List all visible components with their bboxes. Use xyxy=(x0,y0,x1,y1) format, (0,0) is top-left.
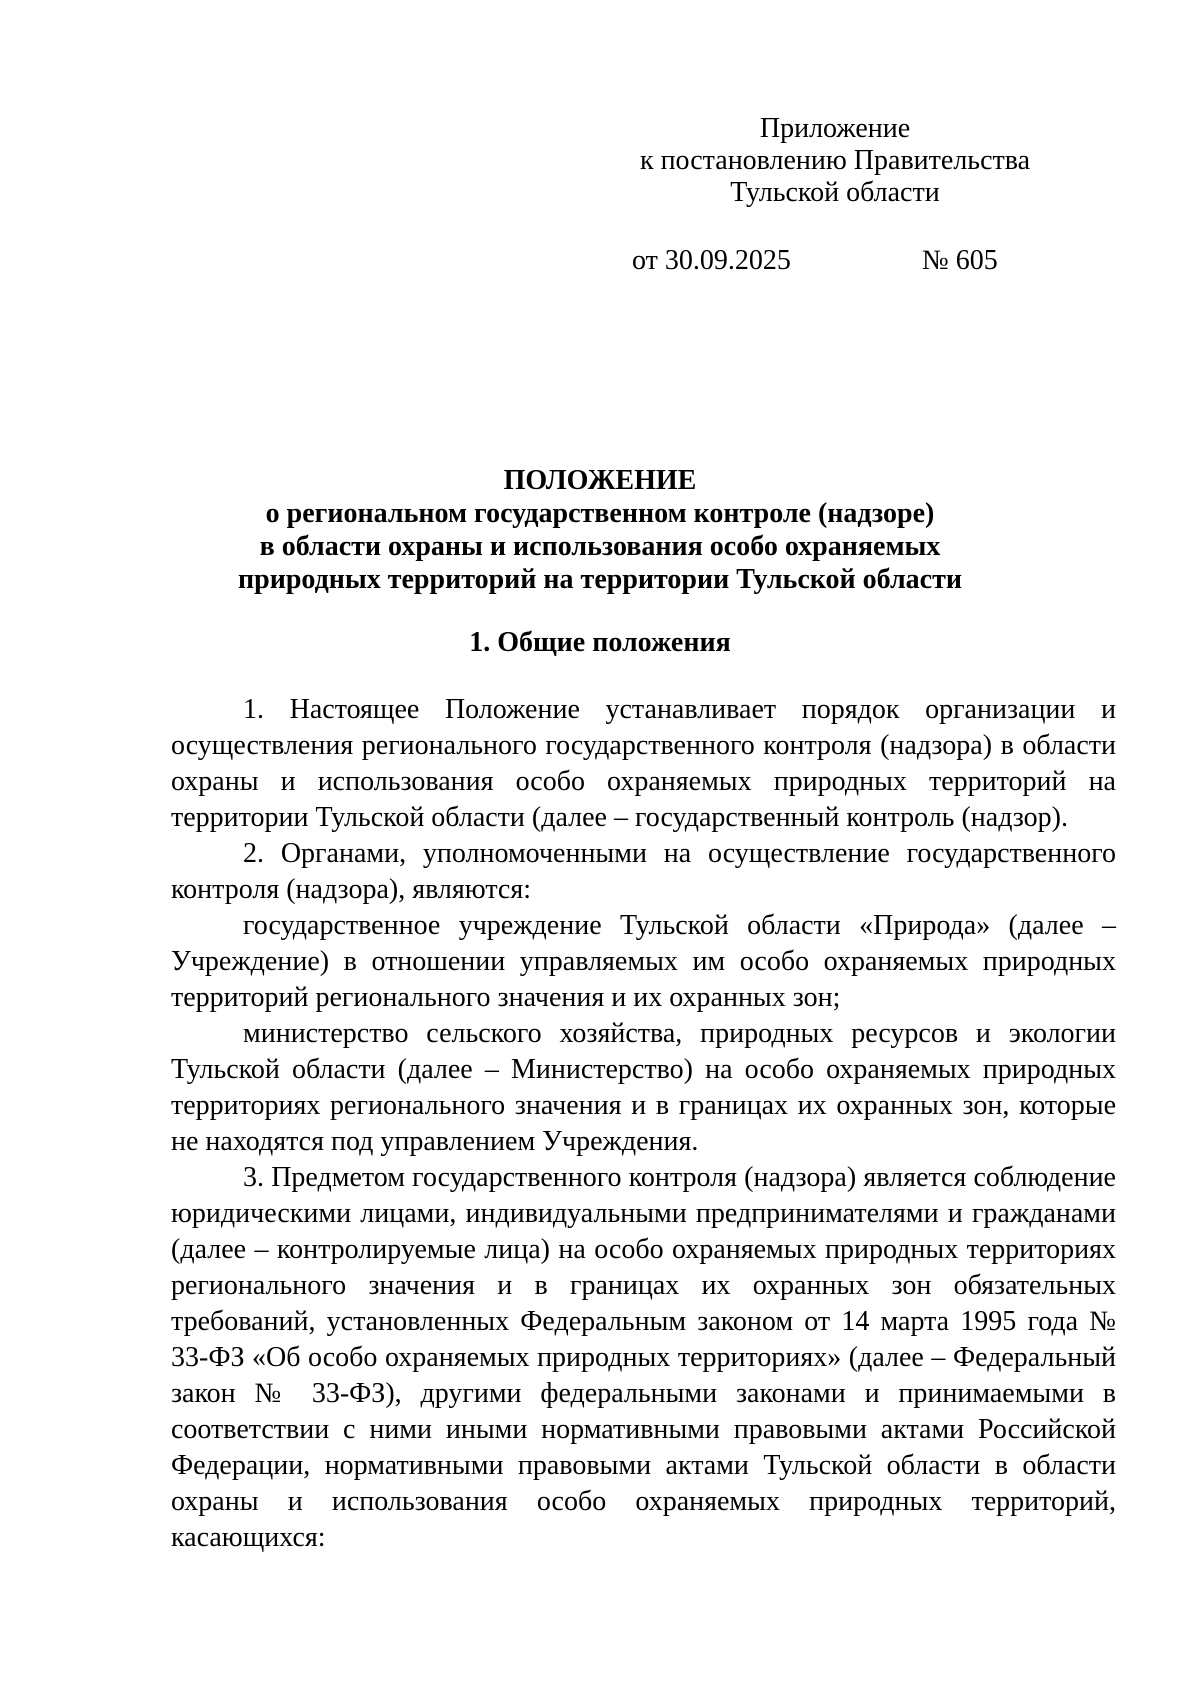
title-main: ПОЛОЖЕНИЕ xyxy=(503,465,697,496)
appendix-header xyxy=(600,113,1070,209)
paragraph-2: 2. Органами, уполномоченными на осуществление государственного контроля (надзора), являются: xyxy=(171,838,1116,905)
title-line-3: природных территорий на территории Тульской области xyxy=(237,564,962,595)
decree-number: № 605 xyxy=(922,245,998,276)
paragraph-2-item-1: государственное учреждение Тульской области «Природа» (далее – Учреждение) в отношении управляемых им особо охраняемых природных территорий регионального значения и их охранных зон; xyxy=(171,910,1116,1013)
paragraph-2-item-2: министерство сельского хозяйства, природных ресурсов и экологии Тульской области (далее – Министерство) на особо охраняемых природных территориях регионального значения и в границах их охранных зон, которые не находятся под управлением Учреждения. xyxy=(171,1018,1116,1157)
document-title xyxy=(170,464,1030,596)
appendix-reference: к постановлению Правительства xyxy=(639,145,1031,176)
paragraph-3: 3. Предметом государственного контроля (надзора) является соблюдение юридическими лицами, индивидуальными предпринимателями и гражданами (далее – контролируемые лица) на особо охраняемых природных территориях регионального значения и в границах их охранных зон обязательных требований, установленных Федеральным законом от 14 марта 1995 года № 33-ФЗ «Об особо охраняемых природных территориях» (далее – Федеральный закон № 33-ФЗ), другими федеральными законами и принимаемыми в соответствии с ними иными нормативными правовыми актами Российской Федерации, нормативными правовыми актами Тульской области в области охраны и использования особо охраняемых природных территорий, касающихся: xyxy=(171,1162,1116,1553)
appendix-label: Приложение xyxy=(759,113,911,144)
paragraph-1: 1. Настоящее Положение устанавливает порядок организации и осуществления регионального государственного контроля (надзора) в области охраны и использования особо охраняемых природных территорий на территории Тульской области (далее – государственный контроль (надзор). xyxy=(171,694,1116,833)
decree-date: от 30.09.2025 xyxy=(632,245,791,276)
section-body xyxy=(171,692,1116,1556)
title-line-1: о региональном государственном контроле (надзоре) xyxy=(265,498,935,529)
appendix-region: Тульской области xyxy=(730,177,940,208)
title-line-2: в области охраны и использования особо охраняемых xyxy=(259,531,941,562)
section-heading: 1. Общие положения xyxy=(469,627,731,658)
